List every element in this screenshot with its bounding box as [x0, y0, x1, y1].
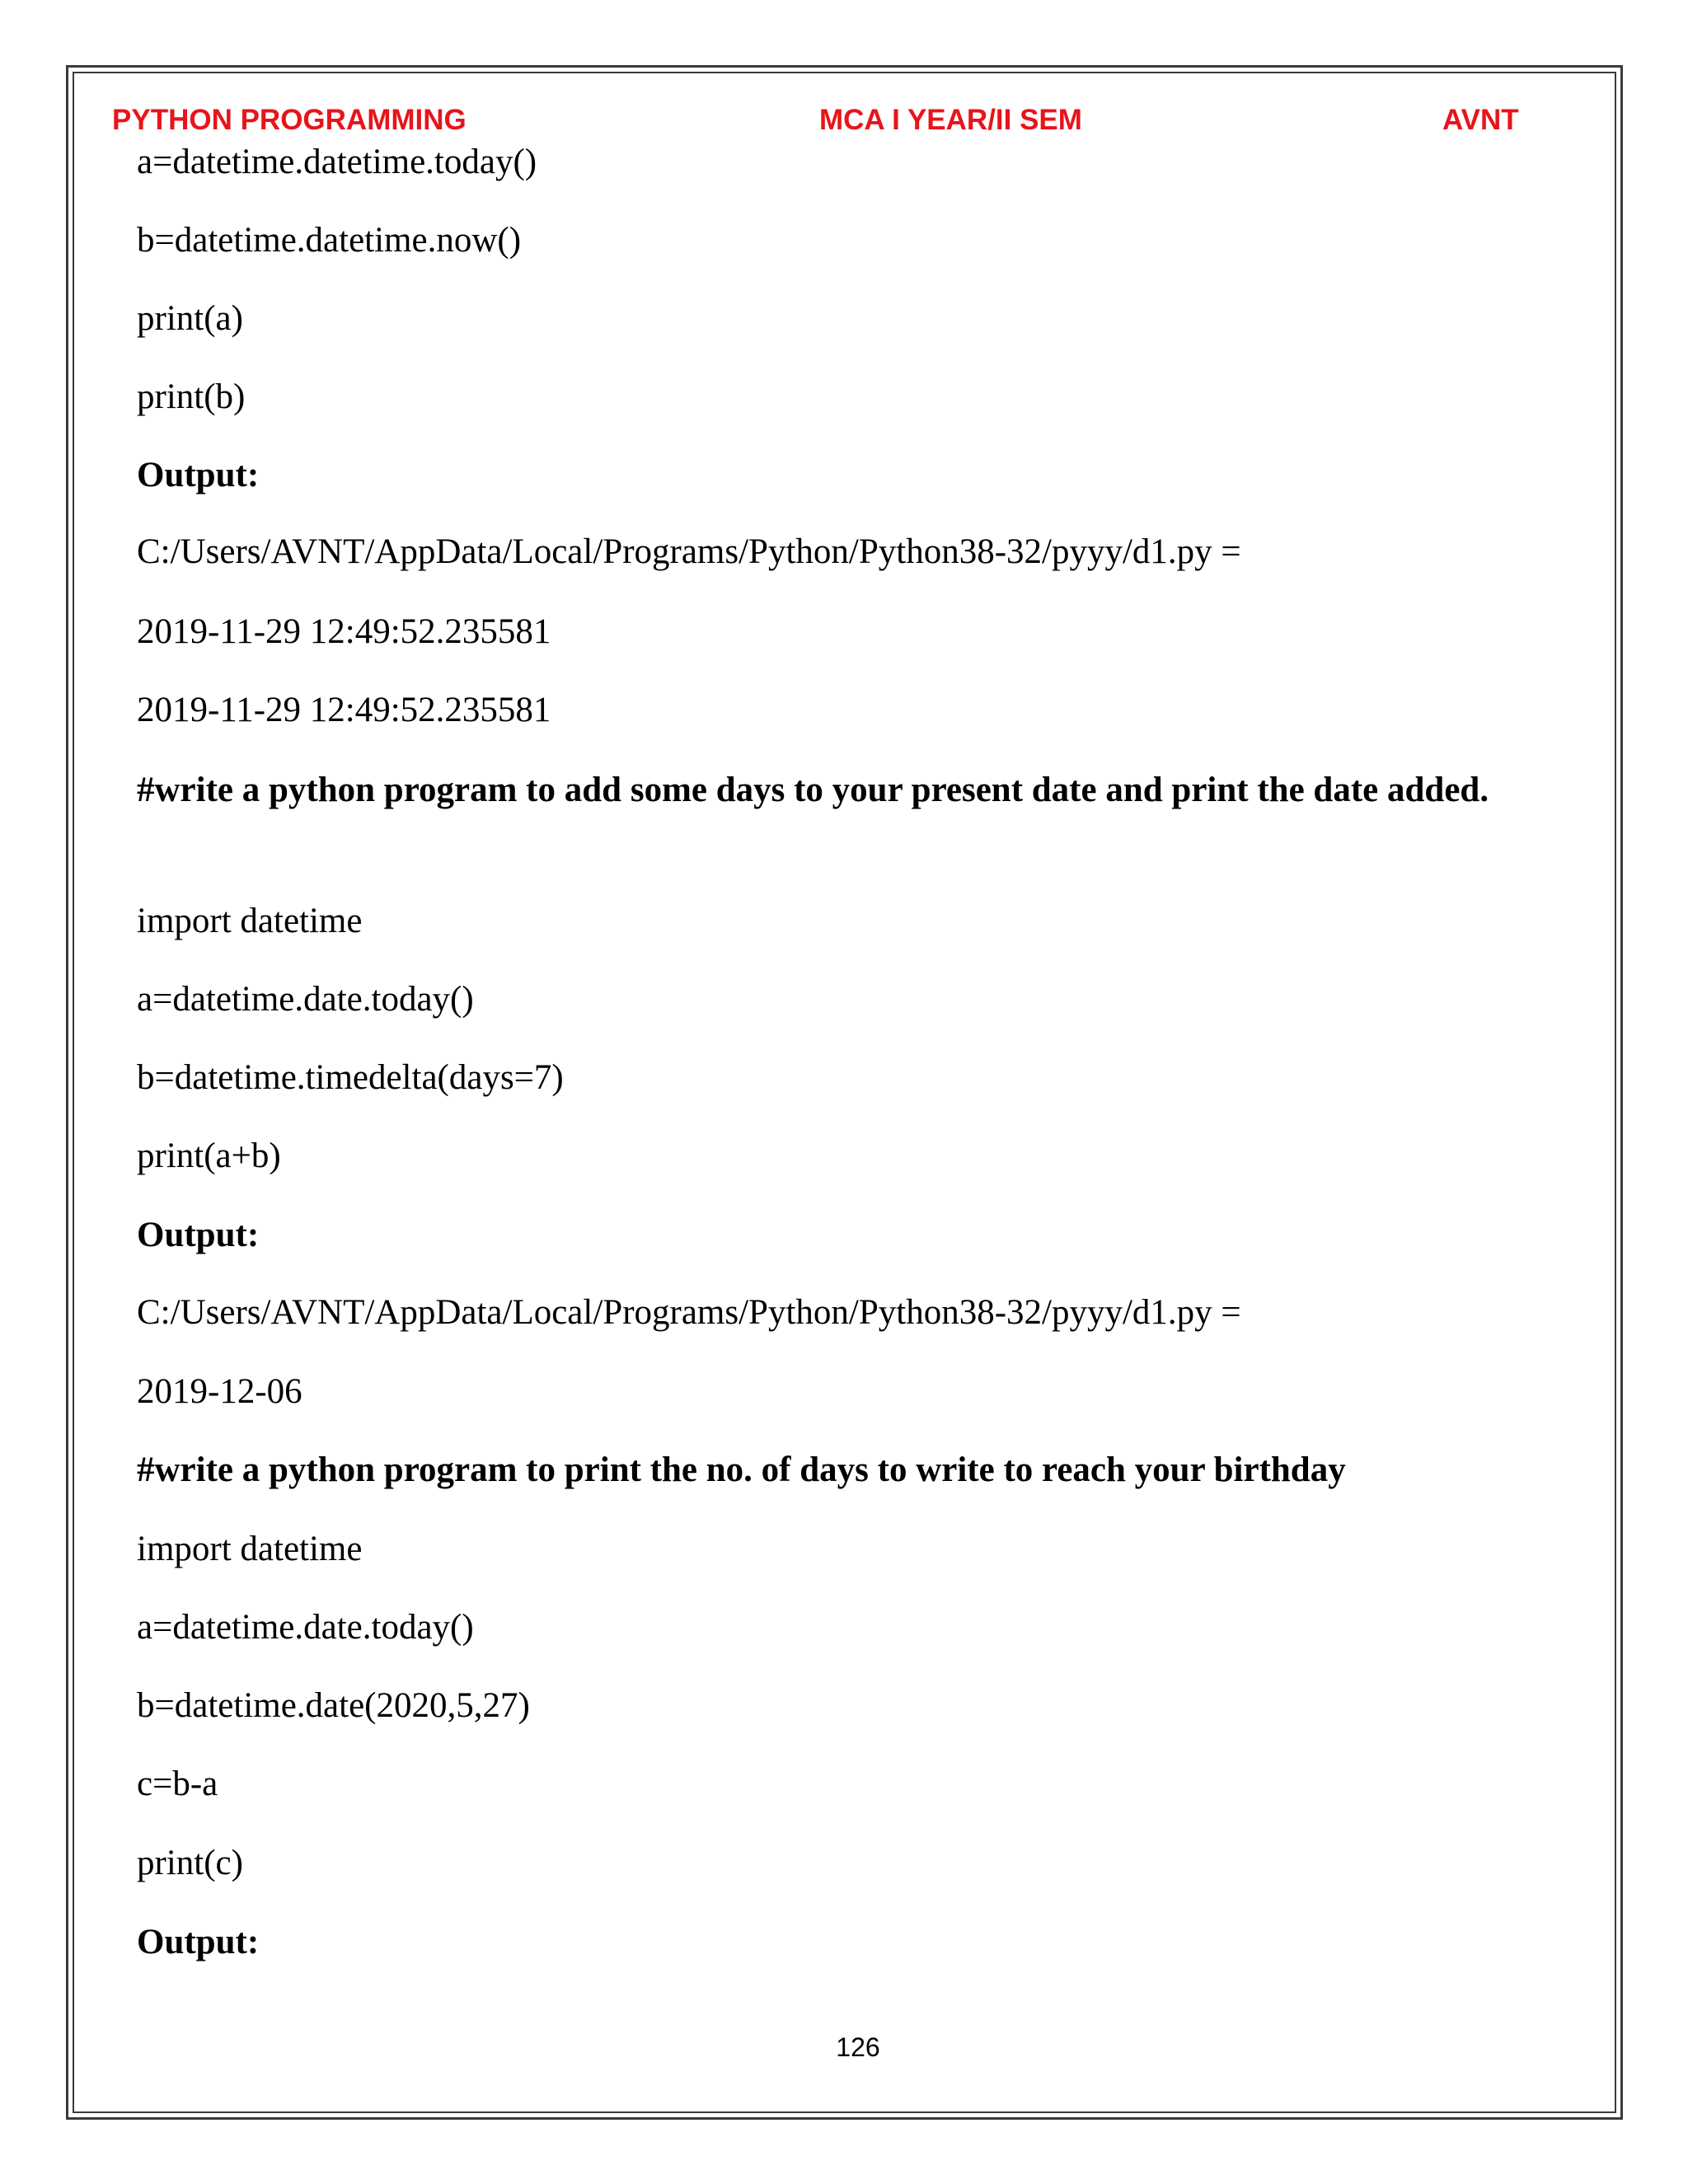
output-path: C:/Users/AVNT/AppData/Local/Programs/Python/Python38-32/pyyy/d1.py = [137, 532, 1241, 571]
code-line: c=b-a [137, 1765, 218, 1803]
code-line: a=datetime.date.today() [137, 1608, 474, 1647]
code-line: import datetime [137, 902, 363, 940]
header-course-title: PYTHON PROGRAMMING [112, 104, 467, 136]
code-line: print(c) [137, 1844, 243, 1882]
header-institution: AVNT [1442, 104, 1519, 136]
code-line: a=datetime.date.today() [137, 980, 474, 1019]
code-line: print(a) [137, 299, 243, 338]
output-value: 2019-12-06 [137, 1372, 302, 1411]
code-line: print(b) [137, 377, 246, 416]
output-path: C:/Users/AVNT/AppData/Local/Programs/Python/Python38-32/pyyy/d1.py = [137, 1293, 1241, 1332]
code-line: b=datetime.timedelta(days=7) [137, 1058, 564, 1097]
header-year-semester: MCA I YEAR/II SEM [819, 104, 1082, 136]
output-label: Output: [137, 1923, 260, 1961]
code-line: b=datetime.date(2020,5,27) [137, 1686, 530, 1725]
output-label: Output: [137, 1216, 260, 1254]
output-label: Output: [137, 456, 260, 494]
code-line: a=datetime.datetime.today() [137, 143, 537, 181]
output-value: 2019-11-29 12:49:52.235581 [137, 612, 551, 651]
output-value: 2019-11-29 12:49:52.235581 [137, 691, 551, 729]
code-line: b=datetime.datetime.now() [137, 221, 522, 260]
code-line: import datetime [137, 1530, 363, 1568]
exercise-heading: #write a python program to print the no. of days to write to reach your birthday [137, 1451, 1346, 1489]
page-number: 126 [836, 2032, 880, 2062]
code-line: print(a+b) [137, 1137, 281, 1175]
exercise-heading: #write a python program to add some days to your present date and print the date added. [137, 771, 1489, 809]
